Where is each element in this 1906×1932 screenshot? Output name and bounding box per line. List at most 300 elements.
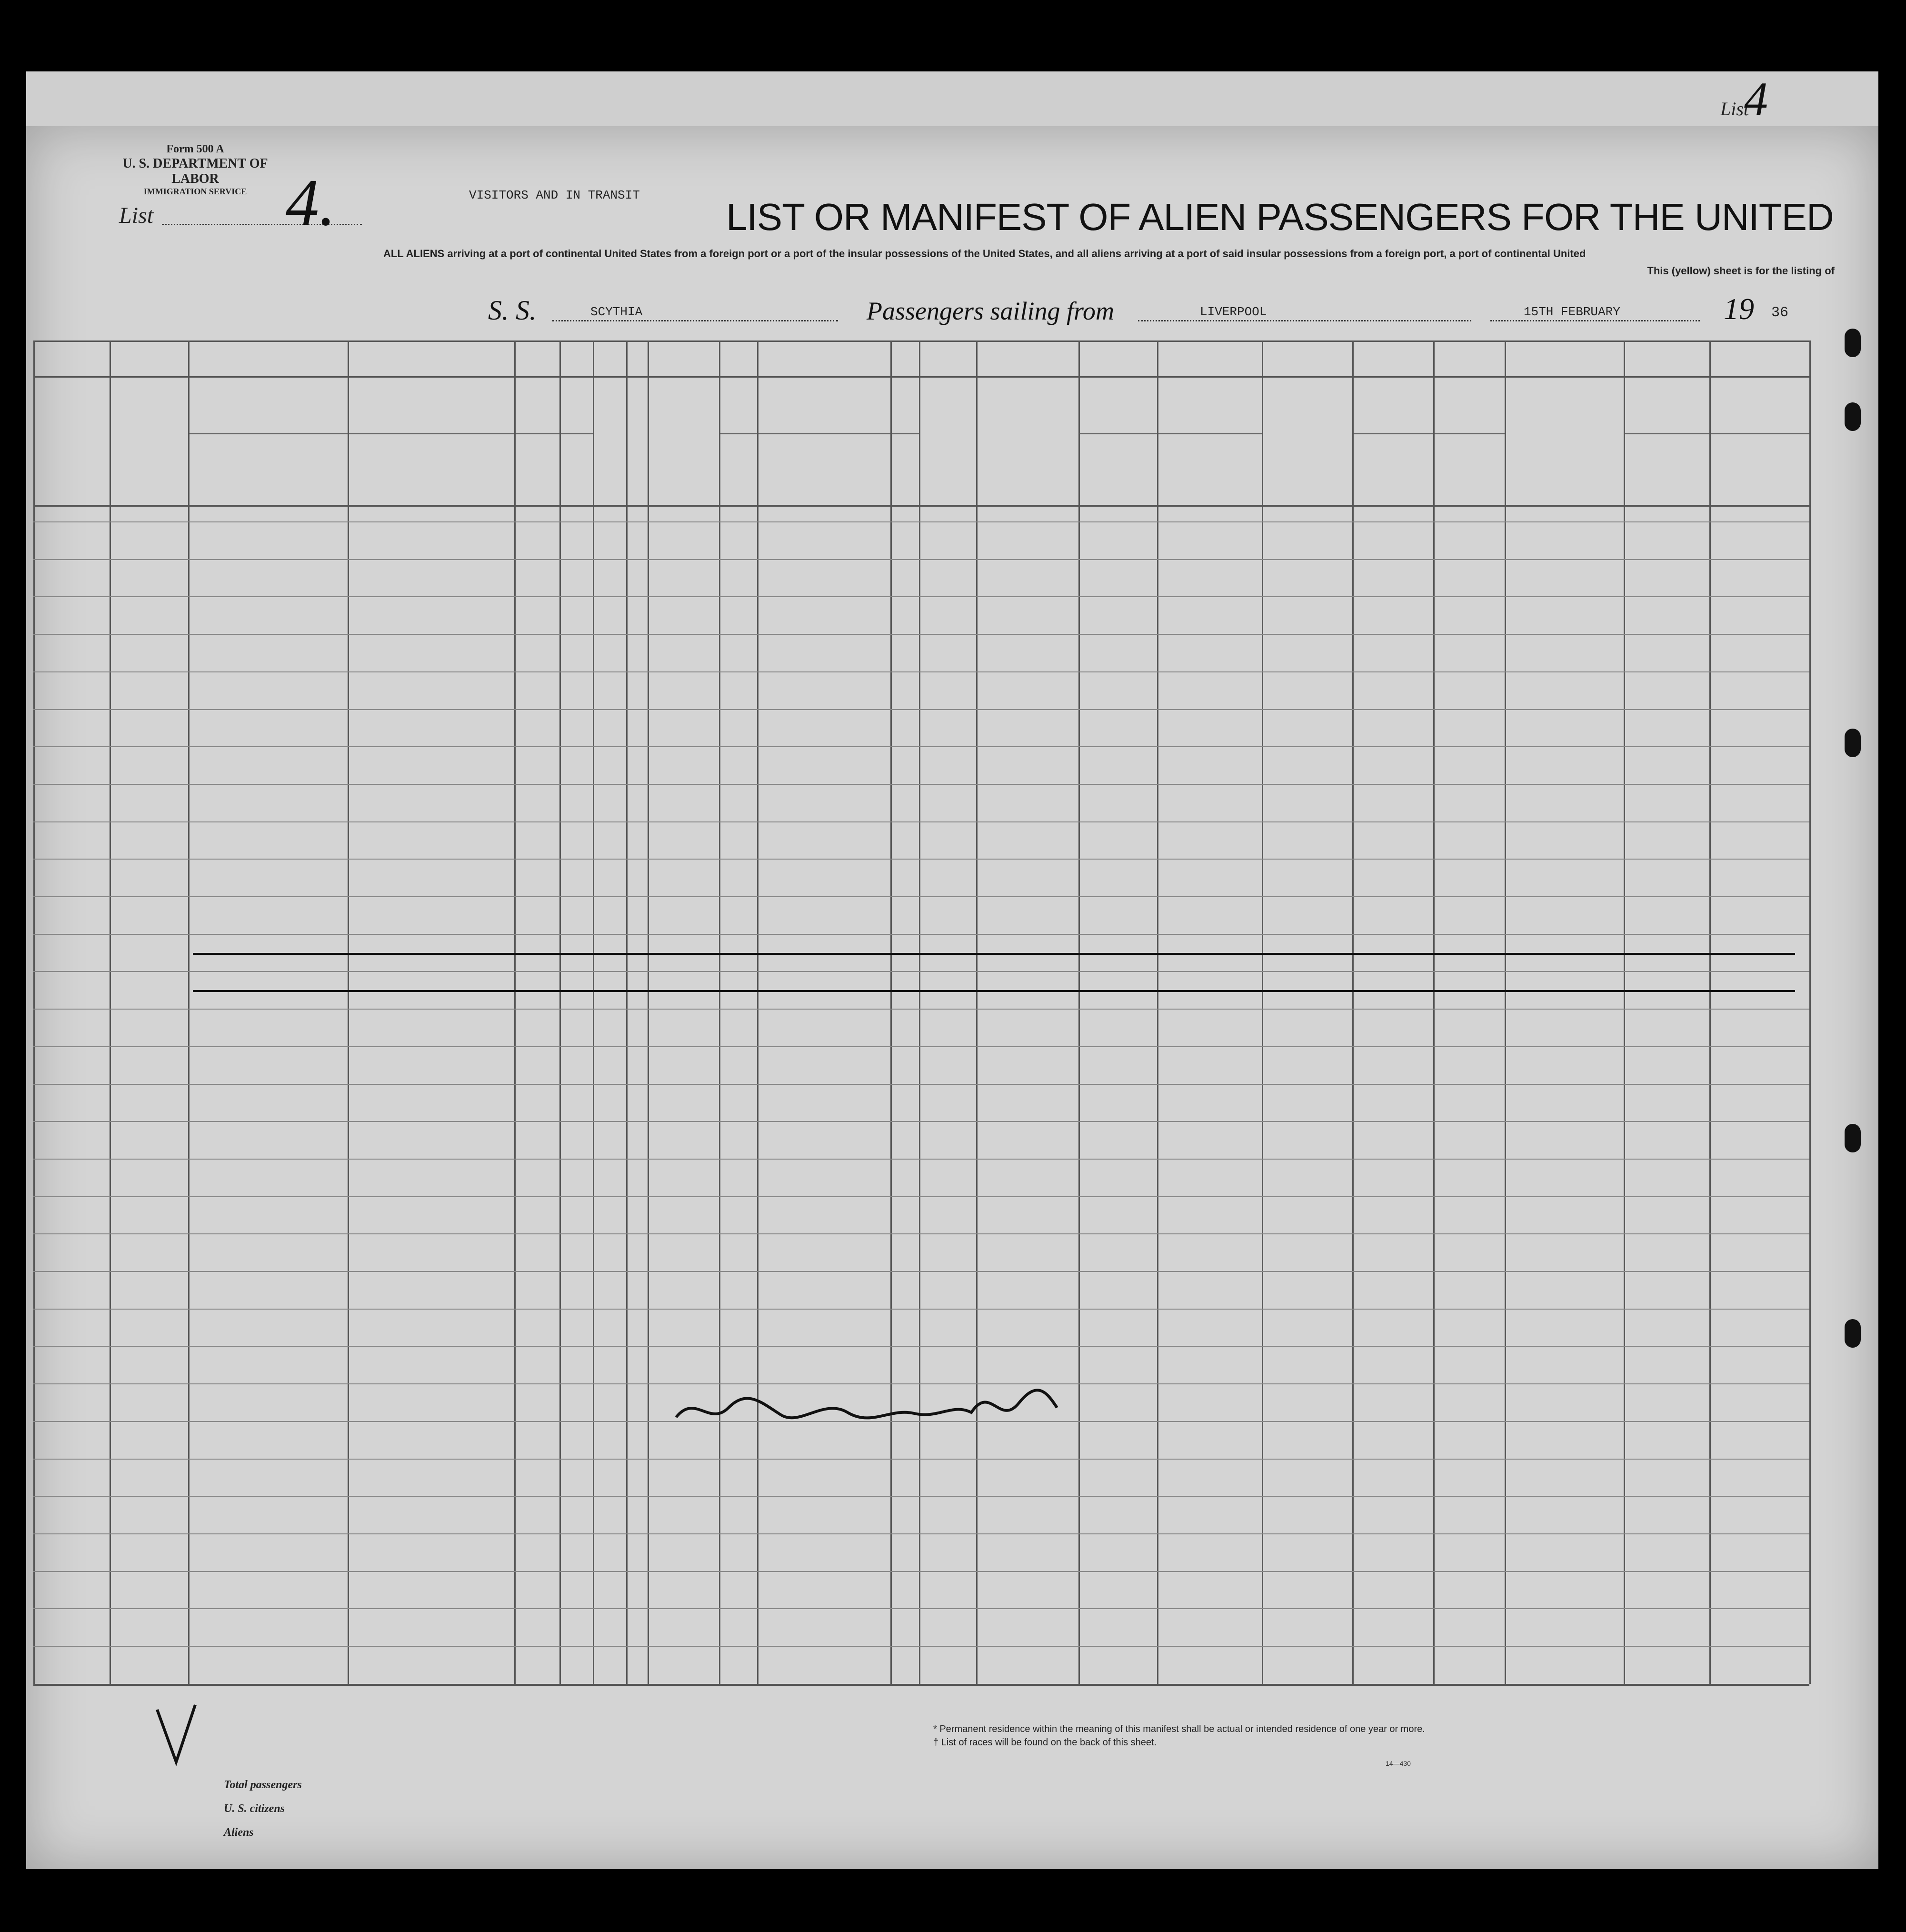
grid-column-line bbox=[1078, 340, 1080, 1684]
issued-place bbox=[1359, 861, 1432, 895]
residence-country bbox=[1633, 861, 1707, 895]
issued-date bbox=[1438, 899, 1503, 932]
occupation bbox=[651, 1011, 718, 1045]
residence-city bbox=[1714, 1124, 1807, 1157]
race bbox=[988, 1011, 1076, 1045]
header-name-in-full bbox=[188, 376, 514, 433]
grid-column-line bbox=[188, 340, 190, 1684]
occupation bbox=[651, 899, 718, 932]
marital-status bbox=[632, 524, 651, 558]
race bbox=[988, 1124, 1076, 1157]
can-write bbox=[894, 1124, 923, 1157]
birth-country bbox=[1088, 637, 1155, 670]
column-number bbox=[1505, 343, 1624, 376]
race bbox=[988, 787, 1076, 820]
visa-number bbox=[1267, 787, 1350, 820]
sex bbox=[605, 674, 629, 708]
issued-date bbox=[1438, 674, 1503, 708]
aliens-label: Aliens bbox=[224, 1826, 254, 1839]
header-landings bbox=[1505, 376, 1624, 448]
visa-number bbox=[1267, 524, 1350, 558]
birth-city bbox=[1164, 1124, 1259, 1157]
birth-city bbox=[1164, 899, 1259, 932]
header-place-of-birth bbox=[1078, 376, 1262, 433]
given-name bbox=[357, 1011, 512, 1045]
grid-column-line bbox=[1157, 340, 1158, 1684]
read-language bbox=[776, 787, 888, 820]
grid-row-line bbox=[33, 671, 1809, 672]
header-married bbox=[626, 376, 648, 505]
nationality bbox=[924, 599, 974, 632]
read-language bbox=[776, 599, 888, 632]
can-write bbox=[894, 674, 923, 708]
sex bbox=[605, 637, 629, 670]
visa-number bbox=[1267, 562, 1350, 595]
issued-place bbox=[1359, 824, 1432, 858]
occupation bbox=[651, 787, 718, 820]
margin-mark-icon bbox=[148, 1700, 205, 1776]
given-name bbox=[357, 674, 512, 708]
given-name bbox=[357, 637, 512, 670]
column-number bbox=[1624, 343, 1809, 376]
given-name bbox=[357, 1199, 512, 1232]
age-years bbox=[526, 1011, 555, 1045]
given-name bbox=[357, 861, 512, 895]
birth-country bbox=[1088, 1199, 1155, 1232]
head-tax-status bbox=[113, 787, 185, 820]
issued-date bbox=[1438, 712, 1503, 745]
grid-column-line bbox=[976, 340, 978, 1684]
footnote-races: † List of races will be found on the back of this sheet. bbox=[933, 1737, 1157, 1748]
visa-number bbox=[1267, 1124, 1350, 1157]
header-able-to bbox=[719, 376, 919, 433]
grid-row-line bbox=[33, 1121, 1809, 1122]
nationality bbox=[924, 1049, 974, 1082]
occupation bbox=[651, 674, 718, 708]
grid-column-line bbox=[1624, 340, 1625, 1684]
residence-city bbox=[1714, 1161, 1807, 1195]
nationality bbox=[924, 1124, 974, 1157]
sailing-label: Passengers sailing from bbox=[867, 297, 1115, 325]
can-read bbox=[724, 787, 757, 820]
residence-city bbox=[1714, 712, 1807, 745]
grid-row-line bbox=[33, 709, 1809, 710]
issued-date bbox=[1438, 562, 1503, 595]
age-years bbox=[526, 1087, 555, 1120]
given-name bbox=[357, 524, 512, 558]
residence-city bbox=[1714, 749, 1807, 782]
grid-column-line bbox=[890, 340, 892, 1684]
issued-place bbox=[1359, 787, 1432, 820]
visa-number bbox=[1267, 861, 1350, 895]
head-tax-status bbox=[113, 562, 185, 595]
issued-place bbox=[1359, 1124, 1432, 1157]
column-number bbox=[719, 343, 919, 376]
sex bbox=[605, 1087, 629, 1120]
given-name bbox=[357, 562, 512, 595]
issued-place bbox=[1359, 1011, 1432, 1045]
form-number: Form 500 A bbox=[166, 143, 224, 155]
header-head-tax-note bbox=[110, 438, 188, 505]
grid-row-line bbox=[33, 1196, 1809, 1197]
head-tax-status bbox=[113, 599, 185, 632]
family-name bbox=[195, 824, 345, 858]
age-years bbox=[526, 749, 555, 782]
family-name bbox=[195, 749, 345, 782]
race bbox=[988, 524, 1076, 558]
birth-city bbox=[1164, 674, 1259, 708]
read-language bbox=[776, 637, 888, 670]
grid-row-line bbox=[33, 596, 1809, 597]
sex bbox=[605, 1161, 629, 1195]
read-language bbox=[776, 1049, 888, 1082]
list-label: List bbox=[119, 203, 154, 228]
family-name bbox=[195, 861, 345, 895]
residence-city bbox=[1714, 637, 1807, 670]
family-name bbox=[195, 562, 345, 595]
marital-status bbox=[632, 637, 651, 670]
header-calling bbox=[648, 376, 719, 505]
grid-column-line bbox=[348, 340, 349, 1684]
sex bbox=[605, 562, 629, 595]
birth-city bbox=[1164, 1161, 1259, 1195]
grid-bottom-line bbox=[33, 1684, 1809, 1686]
given-name bbox=[357, 599, 512, 632]
age-years bbox=[526, 787, 555, 820]
marital-status bbox=[632, 899, 651, 932]
can-write bbox=[894, 1199, 923, 1232]
head-tax-status bbox=[113, 712, 185, 745]
year-suffix: 36 bbox=[1771, 305, 1789, 321]
year-prefix: 19 bbox=[1724, 292, 1754, 326]
grid-row-line bbox=[33, 1346, 1809, 1347]
residence-country bbox=[1633, 1049, 1707, 1082]
issued-place bbox=[1359, 524, 1432, 558]
issued-date bbox=[1438, 1199, 1503, 1232]
header-read bbox=[719, 433, 757, 505]
race bbox=[988, 749, 1076, 782]
grid-row-line bbox=[33, 1271, 1809, 1272]
can-read bbox=[724, 1161, 757, 1195]
can-read bbox=[724, 749, 757, 782]
grid-row-line bbox=[33, 971, 1809, 972]
residence-country bbox=[1633, 1199, 1707, 1232]
footnote-residence: * Permanent residence within the meaning of this manifest shall be actual or intended residence of one year or more. bbox=[933, 1724, 1425, 1734]
purser-signature-icon bbox=[667, 1374, 1095, 1441]
residence-country bbox=[1633, 524, 1707, 558]
residence-country bbox=[1633, 824, 1707, 858]
header-landings-note bbox=[1505, 448, 1624, 505]
nationality bbox=[924, 1087, 974, 1120]
header-birth-country bbox=[1078, 433, 1157, 505]
marital-status bbox=[632, 861, 651, 895]
head-tax-status bbox=[113, 1087, 185, 1120]
can-write bbox=[894, 1011, 923, 1045]
issued-place bbox=[1359, 637, 1432, 670]
grid-row-line bbox=[33, 1046, 1809, 1047]
issued-place bbox=[1359, 562, 1432, 595]
birth-city bbox=[1164, 712, 1259, 745]
header-read-language bbox=[757, 433, 890, 505]
grid-column-line bbox=[1505, 340, 1506, 1684]
can-write bbox=[894, 1049, 923, 1082]
nationality bbox=[924, 1011, 974, 1045]
read-language bbox=[776, 562, 888, 595]
can-read bbox=[724, 861, 757, 895]
can-write bbox=[894, 749, 923, 782]
issued-date bbox=[1438, 1049, 1503, 1082]
head-tax-status bbox=[113, 749, 185, 782]
can-read bbox=[724, 674, 757, 708]
residence-country bbox=[1633, 749, 1707, 782]
occupation bbox=[651, 749, 718, 782]
grid-row-line bbox=[33, 1159, 1809, 1160]
visa-number bbox=[1267, 749, 1350, 782]
issued-date bbox=[1438, 599, 1503, 632]
nationality bbox=[924, 1199, 974, 1232]
can-read bbox=[724, 712, 757, 745]
head-tax-status bbox=[113, 1161, 185, 1195]
read-language bbox=[776, 824, 888, 858]
birth-country bbox=[1088, 824, 1155, 858]
header-residence-city bbox=[1709, 433, 1809, 505]
subtitle-line-1: ALL ALIENS arriving at a port of continental United States from a foreign port or a port of the insular possessions of the United States, and all aliens arriving at a port of said insular possessions from a foreign port, a port of continental United bbox=[383, 248, 1586, 260]
can-read bbox=[724, 524, 757, 558]
header-yrs bbox=[514, 433, 559, 505]
birth-country bbox=[1088, 674, 1155, 708]
age-years bbox=[526, 637, 555, 670]
can-read bbox=[724, 1049, 757, 1082]
birth-city bbox=[1164, 599, 1259, 632]
occupation bbox=[651, 599, 718, 632]
birth-country bbox=[1088, 1087, 1155, 1120]
residence-country bbox=[1633, 599, 1707, 632]
head-tax-status bbox=[113, 824, 185, 858]
can-read bbox=[724, 1087, 757, 1120]
nationality bbox=[924, 674, 974, 708]
occupation bbox=[651, 524, 718, 558]
race bbox=[988, 712, 1076, 745]
residence-city bbox=[1714, 599, 1807, 632]
column-number bbox=[593, 343, 626, 376]
can-write bbox=[894, 524, 923, 558]
sex bbox=[605, 1011, 629, 1045]
residence-country bbox=[1633, 1161, 1707, 1195]
head-tax-status bbox=[113, 1199, 185, 1232]
residence-country bbox=[1633, 712, 1707, 745]
header-nationality bbox=[919, 376, 976, 505]
visa-number bbox=[1267, 1161, 1350, 1195]
header-race bbox=[976, 376, 1078, 505]
visa-number bbox=[1267, 824, 1350, 858]
given-name bbox=[357, 899, 512, 932]
grid-top-line bbox=[33, 340, 1809, 342]
sex bbox=[605, 861, 629, 895]
visitors-label: VISITORS AND IN TRANSIT bbox=[469, 188, 640, 202]
issued-place bbox=[1359, 1199, 1432, 1232]
header-age bbox=[514, 376, 593, 433]
family-name bbox=[195, 524, 345, 558]
age-years bbox=[526, 712, 555, 745]
age-years bbox=[526, 562, 555, 595]
residence-city bbox=[1714, 674, 1807, 708]
grid-row-line bbox=[33, 1459, 1809, 1460]
nationality bbox=[924, 749, 974, 782]
marital-status bbox=[632, 599, 651, 632]
residence-city bbox=[1714, 861, 1807, 895]
family-name bbox=[195, 674, 345, 708]
race bbox=[988, 1049, 1076, 1082]
grid-column-line bbox=[593, 340, 594, 1684]
header-last-residence bbox=[1624, 376, 1809, 433]
birth-country bbox=[1088, 1011, 1155, 1045]
birth-city bbox=[1164, 562, 1259, 595]
issued-place bbox=[1359, 712, 1432, 745]
visa-number bbox=[1267, 1199, 1350, 1232]
sex bbox=[605, 524, 629, 558]
residence-city bbox=[1714, 787, 1807, 820]
occupation bbox=[651, 712, 718, 745]
grid-row-line bbox=[33, 634, 1809, 635]
can-write bbox=[894, 787, 923, 820]
occupation bbox=[651, 861, 718, 895]
read-language bbox=[776, 1124, 888, 1157]
head-tax-status bbox=[113, 1049, 185, 1082]
issued-date bbox=[1438, 1011, 1503, 1045]
issued-place bbox=[1359, 899, 1432, 932]
age-years bbox=[526, 861, 555, 895]
read-language bbox=[776, 674, 888, 708]
ship-prefix: S. S. bbox=[488, 295, 537, 326]
total-passengers-label: Total passengers bbox=[224, 1779, 302, 1791]
given-name bbox=[357, 1161, 512, 1195]
grid-row-line bbox=[33, 896, 1809, 897]
given-name bbox=[357, 749, 512, 782]
grid-column-line bbox=[719, 340, 720, 1684]
family-name bbox=[195, 712, 345, 745]
can-write bbox=[894, 861, 923, 895]
issued-date bbox=[1438, 1161, 1503, 1195]
age-years bbox=[526, 674, 555, 708]
issued-date bbox=[1438, 749, 1503, 782]
family-name bbox=[195, 1199, 345, 1232]
issued-date bbox=[1438, 524, 1503, 558]
issued-place bbox=[1359, 749, 1432, 782]
occupation bbox=[651, 1199, 718, 1232]
marital-status bbox=[632, 712, 651, 745]
residence-city bbox=[1714, 1049, 1807, 1082]
occupation bbox=[651, 1049, 718, 1082]
issued-place bbox=[1359, 1087, 1432, 1120]
header-write bbox=[890, 433, 919, 505]
can-read bbox=[724, 1199, 757, 1232]
visa-number bbox=[1267, 674, 1350, 708]
marital-status bbox=[632, 1161, 651, 1195]
visa-number bbox=[1267, 1011, 1350, 1045]
birth-city bbox=[1164, 1087, 1259, 1120]
family-name bbox=[195, 599, 345, 632]
visa-number bbox=[1267, 1087, 1350, 1120]
grid-row-line bbox=[33, 1309, 1809, 1310]
issued-date bbox=[1438, 861, 1503, 895]
us-citizens-label: U. S. citizens bbox=[224, 1802, 285, 1815]
grid-column-line bbox=[110, 340, 111, 1684]
column-number bbox=[188, 343, 514, 376]
visa-number bbox=[1267, 1049, 1350, 1082]
issued-place bbox=[1359, 674, 1432, 708]
residence-country bbox=[1633, 1087, 1707, 1120]
column-number bbox=[514, 343, 593, 376]
birth-country bbox=[1088, 562, 1155, 595]
strikethrough-line bbox=[193, 953, 1795, 955]
family-name bbox=[195, 1124, 345, 1157]
header-issued-place bbox=[1352, 433, 1433, 505]
sex bbox=[605, 1199, 629, 1232]
race bbox=[988, 899, 1076, 932]
header-mos bbox=[559, 433, 593, 505]
birth-city bbox=[1164, 524, 1259, 558]
read-language bbox=[776, 899, 888, 932]
header-family-name bbox=[188, 433, 348, 505]
grid-column-line bbox=[1433, 340, 1435, 1684]
can-write bbox=[894, 899, 923, 932]
head-tax-status bbox=[113, 524, 185, 558]
subtitle-line-2: This (yellow) sheet is for the listing of bbox=[1647, 265, 1835, 277]
grid-column-line bbox=[757, 340, 758, 1684]
birth-country bbox=[1088, 524, 1155, 558]
head-tax-status bbox=[113, 637, 185, 670]
issued-date bbox=[1438, 1124, 1503, 1157]
issued-date bbox=[1438, 637, 1503, 670]
race bbox=[988, 674, 1076, 708]
column-number bbox=[33, 343, 110, 376]
birth-country bbox=[1088, 1049, 1155, 1082]
residence-city bbox=[1714, 899, 1807, 932]
grid-row-line bbox=[33, 859, 1809, 860]
age-years bbox=[526, 824, 555, 858]
birth-country bbox=[1088, 899, 1155, 932]
residence-country bbox=[1633, 637, 1707, 670]
read-language bbox=[776, 1011, 888, 1045]
issued-date bbox=[1438, 824, 1503, 858]
column-number bbox=[1262, 343, 1352, 376]
nationality bbox=[924, 899, 974, 932]
sex bbox=[605, 787, 629, 820]
can-write bbox=[894, 637, 923, 670]
birth-city bbox=[1164, 787, 1259, 820]
occupation bbox=[651, 1161, 718, 1195]
tab-list-label: List bbox=[1720, 98, 1749, 120]
race bbox=[988, 599, 1076, 632]
birth-city bbox=[1164, 749, 1259, 782]
grid-header-line bbox=[33, 505, 1809, 507]
header-head-tax bbox=[110, 376, 188, 438]
grid-row-line bbox=[33, 559, 1809, 560]
read-language bbox=[776, 749, 888, 782]
can-write bbox=[894, 562, 923, 595]
issued-place bbox=[1359, 1161, 1432, 1195]
birth-country bbox=[1088, 749, 1155, 782]
can-read bbox=[724, 599, 757, 632]
can-write bbox=[894, 1087, 923, 1120]
birth-country bbox=[1088, 712, 1155, 745]
grid-column-line bbox=[1352, 340, 1354, 1684]
head-tax-status bbox=[113, 1011, 185, 1045]
birth-city bbox=[1164, 637, 1259, 670]
birth-country bbox=[1088, 861, 1155, 895]
visa-number bbox=[1267, 899, 1350, 932]
grid-row-line bbox=[33, 1571, 1809, 1572]
